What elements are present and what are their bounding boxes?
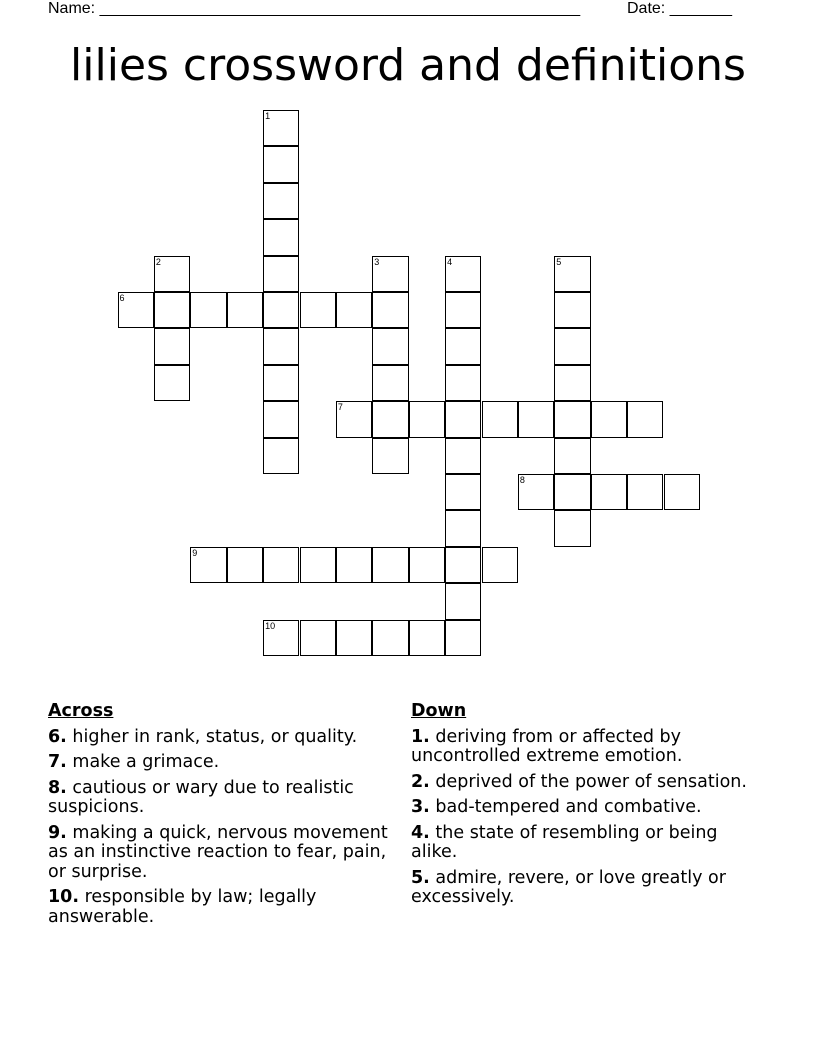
clue-number: 8: [519, 475, 525, 485]
grid-cell[interactable]: [263, 183, 299, 219]
grid-cell[interactable]: [372, 256, 408, 292]
clue-text: deriving from or affected by uncontrolled extreme emotion.: [411, 726, 683, 766]
clue-text: make a grimace.: [72, 752, 220, 772]
down-clue: [411, 798, 756, 818]
grid-cell[interactable]: [554, 401, 590, 437]
clue-number: 2.: [411, 771, 430, 792]
grid-cell[interactable]: [263, 438, 299, 474]
clue-number: 10.: [48, 887, 80, 907]
grid-cell[interactable]: [518, 474, 554, 510]
grid-cell[interactable]: [372, 401, 408, 437]
grid-cell[interactable]: [190, 547, 226, 583]
grid-cell[interactable]: [227, 547, 263, 583]
grid-cell[interactable]: [445, 328, 481, 364]
grid-cell[interactable]: [627, 474, 663, 510]
grid-cell[interactable]: [154, 365, 190, 401]
grid-cell[interactable]: [154, 292, 190, 328]
clue-number: 7: [337, 402, 343, 413]
clue-number: 7.: [48, 752, 67, 772]
grid-cell[interactable]: [445, 620, 481, 656]
grid-cell[interactable]: [445, 438, 481, 474]
grid-cell[interactable]: [445, 547, 481, 583]
across-heading: Across: [48, 701, 114, 721]
down-clue: [411, 773, 756, 793]
grid-cell[interactable]: [409, 620, 445, 656]
grid-cell[interactable]: [336, 547, 372, 583]
grid-cell[interactable]: [445, 401, 481, 437]
clue-text: deprived of the power of sensation.: [435, 771, 747, 792]
name-blank: ______________________________________________________: [99, 0, 581, 17]
grid-cell[interactable]: [263, 146, 299, 182]
across-clue: [48, 728, 393, 748]
grid-cell[interactable]: [263, 328, 299, 364]
grid-cell[interactable]: [591, 474, 627, 510]
grid-cell[interactable]: [554, 438, 590, 474]
across-clue: [48, 824, 393, 883]
grid-cell[interactable]: [263, 620, 299, 656]
grid-cell[interactable]: [554, 474, 590, 510]
date-label: Date:: [627, 0, 666, 17]
grid-cell[interactable]: [263, 110, 299, 146]
name-label: Name:: [48, 0, 96, 17]
clue-number: 6.: [48, 726, 67, 747]
down-clue: [411, 869, 756, 908]
clue-number: 3: [374, 256, 380, 267]
clue-number: 5.: [411, 867, 430, 888]
down-clue: [411, 728, 756, 767]
clue-number: 5: [556, 256, 562, 267]
grid-cell[interactable]: [118, 292, 154, 328]
grid-cell[interactable]: [445, 510, 481, 546]
clue-number: 9: [192, 547, 198, 558]
clue-number: 6: [119, 293, 125, 303]
grid-cell[interactable]: [300, 547, 336, 583]
grid-cell[interactable]: [554, 256, 590, 292]
grid-cell[interactable]: [372, 547, 408, 583]
grid-cell[interactable]: [263, 219, 299, 255]
across-clue: [48, 888, 393, 927]
clue-number: 10: [265, 620, 276, 631]
across-clues: [48, 702, 393, 933]
grid-cell[interactable]: [482, 401, 518, 437]
grid-cell[interactable]: [372, 620, 408, 656]
grid-cell[interactable]: [336, 292, 372, 328]
grid-cell[interactable]: [263, 365, 299, 401]
grid-cell[interactable]: [263, 256, 299, 292]
clue-text: higher in rank, status, or quality.: [72, 726, 358, 747]
grid-cell[interactable]: [554, 510, 590, 546]
page-title: lilies crossword and definitions: [70, 40, 746, 91]
clue-text: bad-tempered and combative.: [435, 797, 702, 817]
clue-number: 1: [265, 111, 271, 121]
grid-cell[interactable]: [190, 292, 226, 328]
grid-cell[interactable]: [300, 292, 336, 328]
clue-text: cautious or wary due to realistic suspicions.: [48, 777, 354, 817]
grid-cell[interactable]: [372, 292, 408, 328]
clue-number: 1.: [411, 726, 430, 747]
clue-text: making a quick, nervous movement as an instinctive reaction to fear, pain, or surprise.: [48, 822, 388, 882]
clue-number: 8.: [48, 777, 67, 798]
clue-number: 2: [155, 256, 161, 267]
grid-cell[interactable]: [482, 547, 518, 583]
clue-number: 3.: [411, 797, 430, 817]
clue-text: the state of resembling or being alike.: [411, 822, 718, 862]
across-clue: [48, 779, 393, 818]
grid-cell[interactable]: [372, 328, 408, 364]
grid-cell[interactable]: [664, 474, 700, 510]
grid-cell[interactable]: [372, 438, 408, 474]
down-heading: Down: [411, 701, 467, 721]
grid-cell[interactable]: [445, 365, 481, 401]
grid-cell[interactable]: [263, 547, 299, 583]
grid-cell[interactable]: [445, 256, 481, 292]
clue-number: 4: [447, 256, 453, 267]
grid-cell[interactable]: [554, 292, 590, 328]
clue-number: 4.: [411, 822, 430, 843]
grid-cell[interactable]: [627, 401, 663, 437]
grid-cell[interactable]: [372, 365, 408, 401]
grid-cell[interactable]: [154, 328, 190, 364]
grid-cell[interactable]: [263, 292, 299, 328]
clue-text: admire, revere, or love greatly or excessively.: [411, 867, 726, 907]
grid-cell[interactable]: [154, 256, 190, 292]
grid-cell[interactable]: [554, 365, 590, 401]
grid-cell[interactable]: [227, 292, 263, 328]
grid-cell[interactable]: [518, 401, 554, 437]
grid-cell[interactable]: [336, 401, 372, 437]
grid-cell[interactable]: [591, 401, 627, 437]
date-blank: _______: [669, 0, 732, 17]
grid-cell[interactable]: [409, 547, 445, 583]
grid-cell[interactable]: [336, 620, 372, 656]
clue-number: 9.: [48, 822, 67, 843]
across-clue: [48, 753, 393, 773]
grid-cell[interactable]: [300, 620, 336, 656]
down-clue: [411, 824, 756, 863]
grid-cell[interactable]: [554, 328, 590, 364]
down-clues: [411, 702, 756, 914]
grid-cell[interactable]: [445, 292, 481, 328]
grid-cell[interactable]: [409, 401, 445, 437]
clue-text: responsible by law; legally answerable.: [48, 887, 317, 927]
grid-cell[interactable]: [445, 474, 481, 510]
grid-cell[interactable]: [445, 583, 481, 619]
grid-cell[interactable]: [263, 401, 299, 437]
